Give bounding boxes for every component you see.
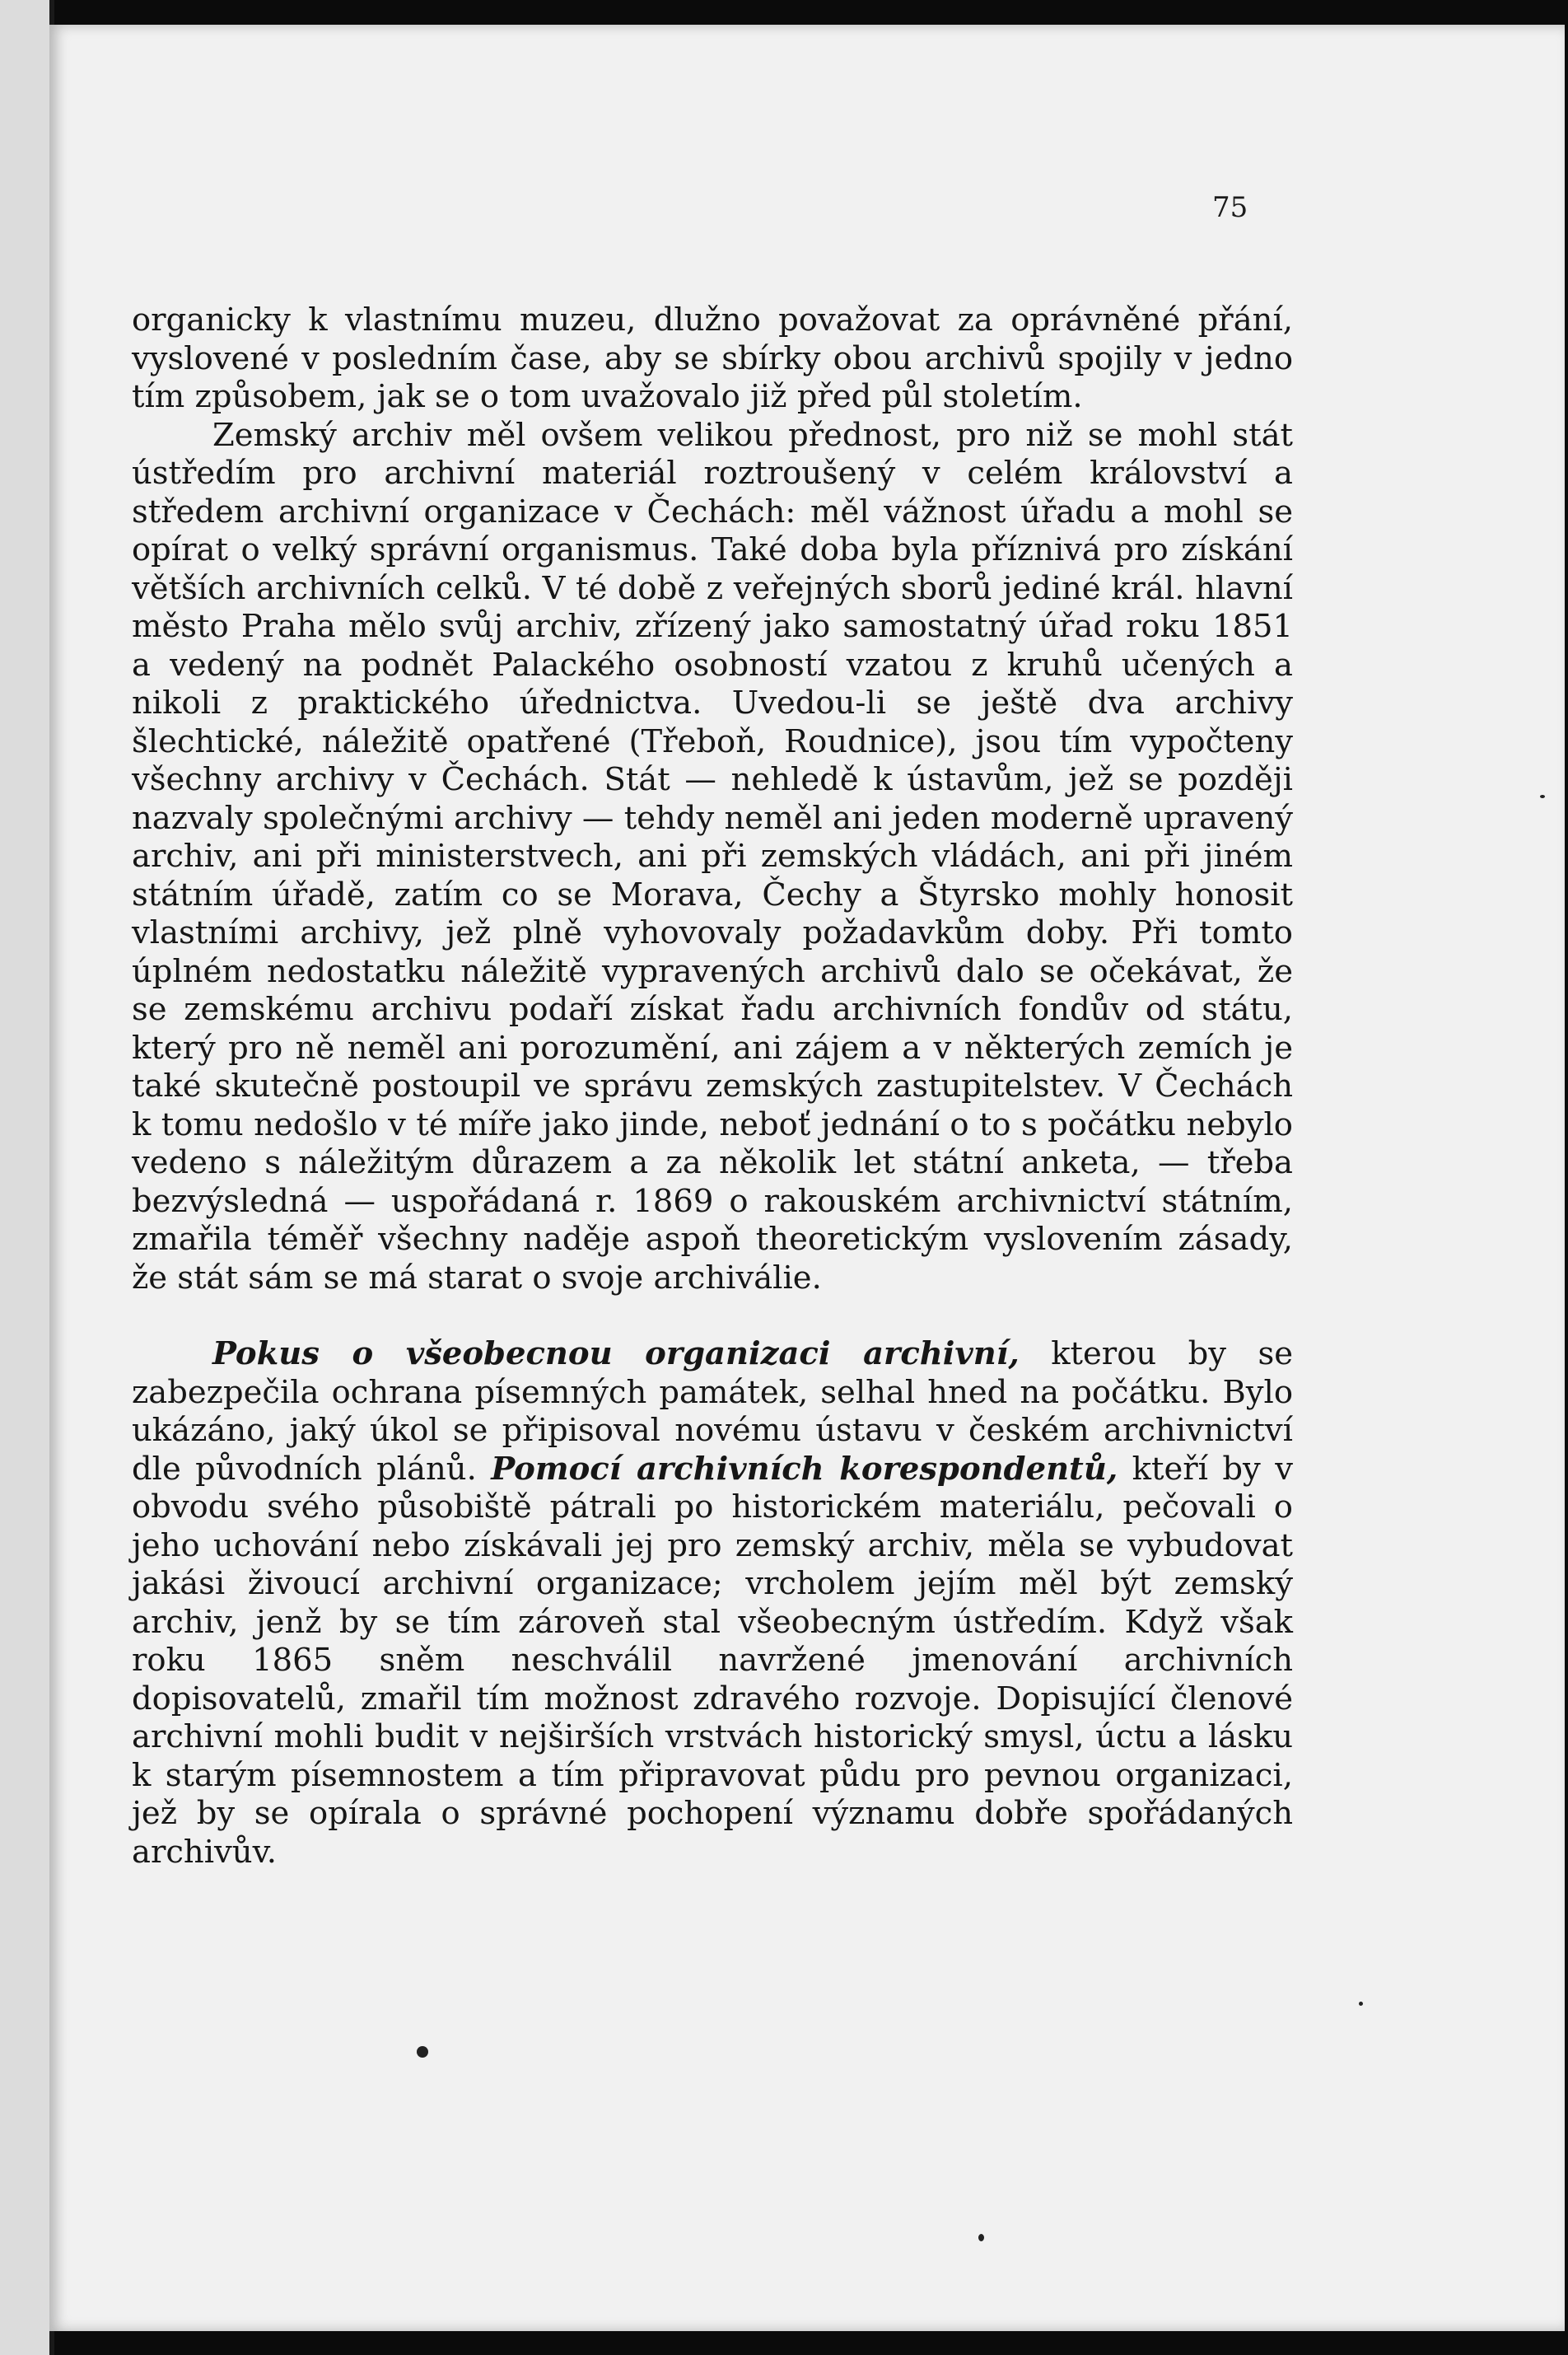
- page-body: [132, 301, 1293, 1871]
- paragraph-text: organicky k vlastnímu muzeu, dlužno považovat za oprávněné přání, vyslovené v posledním čase, aby se sbírky obou archivů spojily v jedno tím způsobem, jak se o tom uvažovalo již před půl stoletím.: [132, 301, 1293, 415]
- paragraph-text: Zemský archiv měl ovšem velikou přednost, pro niž se mohl stát ústředím pro archivní materiál roztroušený v celém království a středem archivní organizace v Čechách: měl vážnost úřadu a mohl se opírat o velký správní organismus. Také doba byla příznivá pro získání větších archivních celků. V té době z veřejných sborů jediné král. hlavní město Praha mělo svůj archiv, zřízený jako samostatný úřad roku 1851 a vedený na podnět Palackého osobností vzatou z kruhů učených a nikoli z praktického úřednictva. Uvedou-li se ještě dva archivy šlechtické, náležitě opatřené (Třeboň, Roudnice), jsou tím vypočteny všechny archivy v Čechách. Stát — nehledě k ústavům, jež se později nazvaly společnými archivy — tehdy neměl ani jeden moderně upravený archiv, ani při ministerstvech, ani při zemských vládách, ani při jiném státním úřadě, zatím co se Morava, Čechy a Štyrsko mohly honosit vlastními archivy, jež plně vyhovovaly požadavkům doby. Při tomto úplném nedostatku náležitě vypravených archivů dalo se očekávat, že se zemskému archivu podaří získat řadu archivních fondův od státu, který pro ně neměl ani porozumění, ani zájem a v některých zemích je také skutečně postoupil ve správu zemských zastupitelstev. V Čechách k tomu nedošlo v té míře jako jinde, neboť jednání o to s počátku nebylo vedeno s náležitým důrazem a za několik let státní anketa, — třeba bezvýsledná — uspořádaná r. 1869 o rakouském archivnictví státním, zmařila téměř všechny naděje aspoň theoretickým vyslovením zásady, že stát sám se má starat o svoje archiválie.: [132, 416, 1293, 1297]
- paragraph-1: [132, 301, 1293, 417]
- scan-speck: [1359, 2002, 1363, 2006]
- paragraph-text: kteří by v obvodu svého působiště pátrali po historickém materiálu, pečovali o jeho uchování nebo získávali jej pro zemský archiv, měla se vybudovat jakási živoucí archivní organizace; vrcholem jejím měl být zemský archiv, jenž by se tím zároveň stal všeobecným ústředím. Když však roku 1865 sněm neschválil navržené jmenování archivních dopisovatelů, zmařil tím možnost zdravého rozvoje. Dopisující členové archivní mohli budit v nejširších vrstvách historický smysl, úctu a lásku k starým písemnostem a tím připravovat půdu pro pevnou organizaci, jež by se opírala o správné pochopení významu dobře spořádaných archivův.: [132, 1450, 1293, 1871]
- scan-speck: [417, 2046, 428, 2058]
- paragraph-3: [132, 1335, 1293, 1871]
- italic-emphasis: Pomocí archivních korespondentů,: [491, 1450, 1118, 1488]
- scan-speck: [1540, 795, 1545, 798]
- italic-emphasis: Pokus o všeobecnou organizaci archivní,: [212, 1335, 1020, 1372]
- paragraph-text: kterou by se zabezpečila ochrana písemných památek, selhal hned na počátku. Bylo ukázáno, jaký úkol se připisoval novému ústavu v českém archivnictví dle původních plánů.: [132, 1335, 1293, 1488]
- page-number: 75: [1212, 191, 1248, 224]
- scan-left-edge: [0, 0, 54, 2355]
- scan-speck: [978, 2234, 984, 2241]
- paragraph-2: [132, 417, 1293, 1298]
